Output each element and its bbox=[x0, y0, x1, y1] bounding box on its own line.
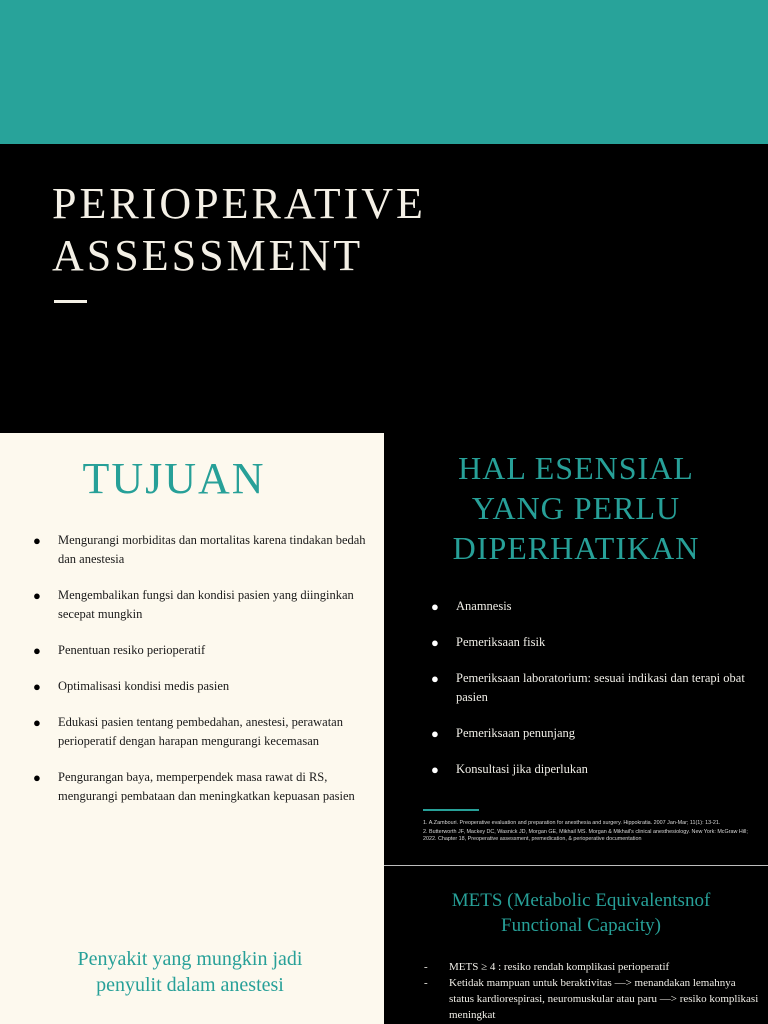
list-item bbox=[431, 724, 756, 743]
bullet-icon: ● bbox=[33, 643, 41, 658]
main-title-line-2: ASSESSMENT bbox=[52, 231, 364, 280]
bullet-icon: ● bbox=[33, 533, 41, 548]
list-item-text: METS ≥ 4 : resiko rendah komplikasi perioperatif bbox=[449, 961, 670, 973]
list-item bbox=[33, 677, 368, 696]
reference-2: 2. Butterworth JF, Mackey DC, Wasnick JD, Morgan GE, Mikhail MS. Morgan & Mikhail's clinical anesthesiology. New York: McGraw Hill; 2022. Chapter 18, Preoperative assessment, premedication, & perioperative documentation bbox=[423, 829, 748, 842]
list-item bbox=[33, 768, 368, 806]
bullet-icon: ● bbox=[33, 770, 41, 785]
list-item bbox=[424, 959, 759, 975]
list-item bbox=[33, 713, 368, 751]
list-item-text: Anamnesis bbox=[456, 599, 512, 613]
reference-1: 1. A.Zambouri. Preoperative evaluation and preparation for anesthesia and surgery. Hippokratia. 2007 Jan-Mar; 11(1): 13-21. bbox=[423, 820, 721, 826]
references-divider bbox=[423, 809, 479, 811]
mets-heading-line-1: METS (Metabolic Equivalentsnof bbox=[451, 890, 711, 911]
mets-heading bbox=[400, 888, 762, 938]
penyakit-line-1: Penyakit yang mungkin jadi bbox=[77, 948, 303, 970]
main-title-line-1: PERIOPERATIVE bbox=[52, 179, 426, 228]
hal-heading-line-2: YANG PERLU bbox=[471, 490, 681, 526]
bullet-icon: ● bbox=[431, 635, 439, 650]
list-item bbox=[424, 975, 759, 1023]
list-item-text: Mengurangi morbiditas dan mortalitas karena tindakan bedah dan anestesia bbox=[58, 533, 366, 566]
list-item-text: Konsultasi jika diperlukan bbox=[456, 762, 588, 776]
list-item bbox=[33, 641, 368, 660]
hal-heading-line-3: DIPERHATIKAN bbox=[452, 530, 700, 566]
penyakit-line-2: penyulit dalam anestesi bbox=[96, 974, 284, 996]
mets-heading-line-2: Functional Capacity) bbox=[501, 915, 661, 936]
list-item bbox=[431, 669, 756, 707]
hal-esensial-heading bbox=[384, 448, 768, 568]
bullet-icon: ● bbox=[431, 671, 439, 686]
dash-bullet-icon: - bbox=[424, 977, 428, 989]
list-item-text: Pemeriksaan penunjang bbox=[456, 726, 576, 740]
bullet-icon: ● bbox=[431, 599, 439, 614]
bullet-icon: ● bbox=[33, 588, 41, 603]
list-item-text: Optimalisasi kondisi medis pasien bbox=[58, 679, 230, 693]
list-item-text: Pemeriksaan fisik bbox=[456, 635, 546, 649]
bullet-icon: ● bbox=[431, 726, 439, 741]
references bbox=[423, 820, 759, 845]
list-item-text: Ketidak mampuan untuk beraktivitas —> menandakan lemahnya status kardiorespirasi, neuromuskular atau paru —> resiko komplikasi meningkat bbox=[449, 977, 759, 1021]
tujuan-heading: TUJUAN bbox=[82, 454, 266, 503]
top-teal-band bbox=[0, 0, 768, 144]
bullet-icon: ● bbox=[431, 762, 439, 777]
penyakit-heading bbox=[40, 946, 340, 998]
hal-esensial-list bbox=[431, 597, 756, 796]
list-item bbox=[33, 586, 368, 624]
list-item-text: Pengurangan baya, memperpendek masa rawat di RS, mengurangi pembataan dan meningkatkan kepuasan pasien bbox=[58, 770, 355, 803]
list-item bbox=[33, 531, 368, 569]
main-title bbox=[52, 178, 426, 282]
list-item bbox=[431, 760, 756, 779]
dash-bullet-icon: - bbox=[424, 961, 428, 973]
tujuan-list bbox=[33, 531, 368, 823]
list-item-text: Penentuan resiko perioperatif bbox=[58, 643, 206, 657]
hal-heading-line-1: HAL ESENSIAL bbox=[458, 450, 694, 486]
mets-list bbox=[424, 959, 759, 1023]
bullet-icon: ● bbox=[33, 715, 41, 730]
list-item bbox=[431, 597, 756, 616]
list-item-text: Edukasi pasien tentang pembedahan, anestesi, perawatan perioperatif dengan harapan mengurangi kecemasan bbox=[58, 715, 343, 748]
list-item-text: Pemeriksaan laboratorium: sesuai indikasi dan terapi obat pasien bbox=[456, 671, 745, 704]
title-underline bbox=[54, 300, 87, 303]
bullet-icon: ● bbox=[33, 679, 41, 694]
list-item-text: Mengembalikan fungsi dan kondisi pasien yang diinginkan secepat mungkin bbox=[58, 588, 354, 621]
list-item bbox=[431, 633, 756, 652]
